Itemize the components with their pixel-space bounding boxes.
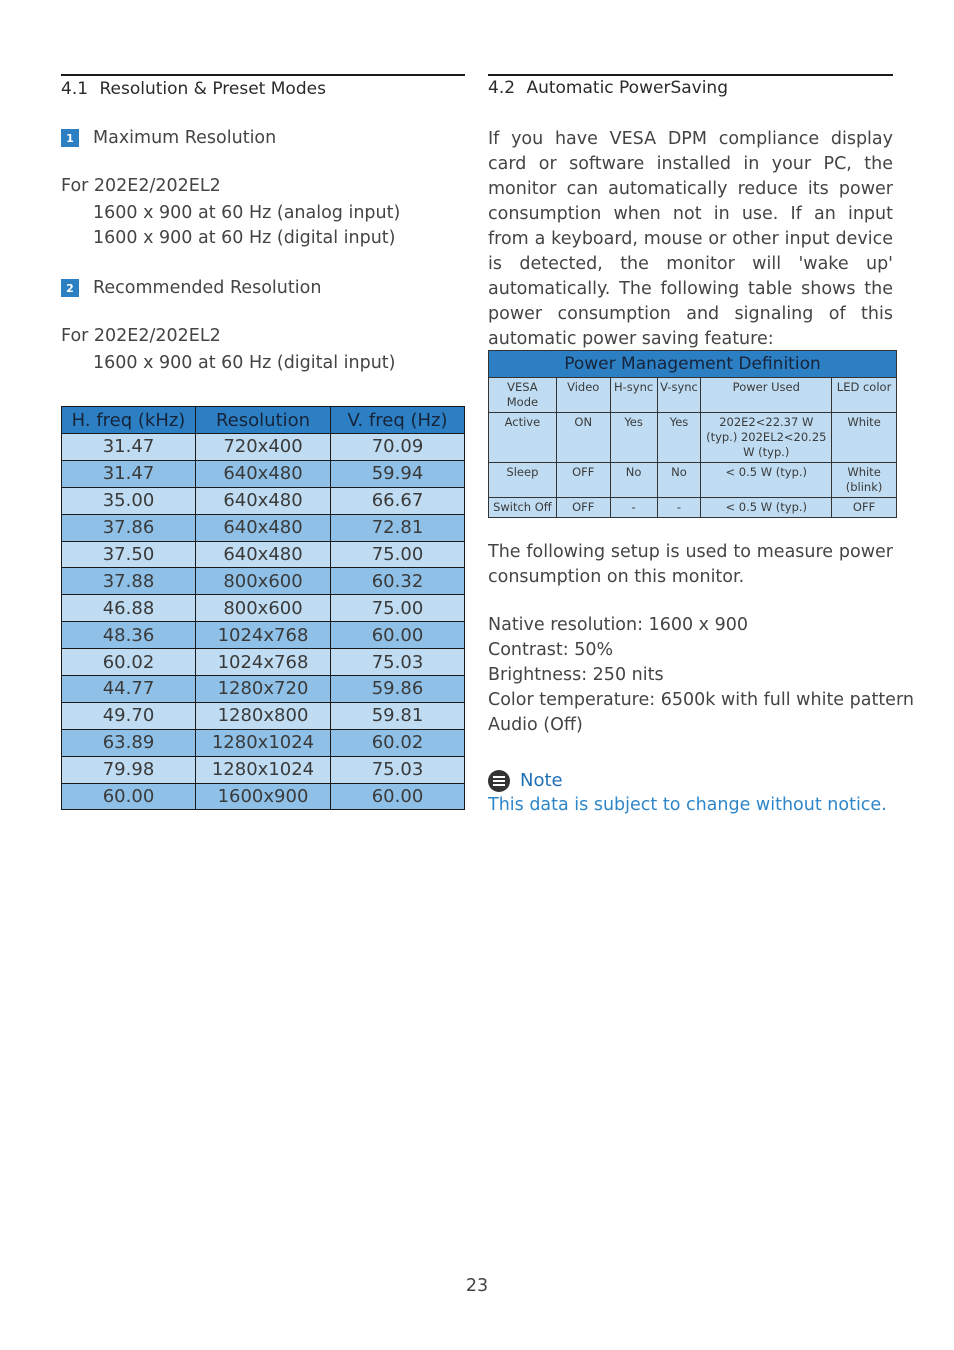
section-rule-right [488, 74, 893, 76]
table-cell: 800x600 [196, 568, 331, 595]
power-table-cell: Active [489, 413, 557, 463]
table-cell: 75.00 [331, 595, 465, 622]
page-number: 23 [465, 1276, 489, 1296]
power-management-table [488, 350, 897, 518]
table-cell: 1280x800 [196, 702, 331, 729]
power-table-row [489, 498, 897, 518]
power-table-title: Power Management Definition [489, 351, 897, 378]
table-cell: 1024x768 [196, 649, 331, 676]
power-table-cell: < 0.5 W (typ.) [701, 463, 832, 498]
table-cell: 72.81 [331, 514, 465, 541]
resolution-line: 1600 x 900 at 60 Hz (digital input) [93, 228, 396, 248]
power-table-cell: - [610, 498, 657, 518]
table-row [62, 756, 465, 783]
table-cell: 79.98 [62, 756, 196, 783]
power-column-header: H-sync [610, 378, 657, 413]
powersaving-paragraph: If you have VESA DPM compliance display card or software installed in your PC, the monitor can automatically reduce its power consumption when not in use. If an input from a keyboard, mouse or other input device is detected, the monitor will 'wake up' automatically. The following table shows the power consumption and signaling of this automatic power saving feature: [488, 129, 893, 349]
power-column-header: V-sync [657, 378, 701, 413]
power-table-cell: ON [556, 413, 610, 463]
power-table-row [489, 413, 897, 463]
table-row [62, 649, 465, 676]
table-cell: 640x480 [196, 460, 331, 487]
table-cell: 640x480 [196, 514, 331, 541]
step-badge: 2 [61, 279, 79, 297]
setup-paragraph: The following setup is used to measure power consumption on this monitor. [488, 542, 893, 587]
power-column-header: Power Used [701, 378, 832, 413]
table-cell: 640x480 [196, 487, 331, 514]
column-header: H. freq (kHz) [62, 407, 196, 434]
power-table-cell: White (blink) [832, 463, 897, 498]
section-title-powersaving: 4.2 Automatic PowerSaving [488, 78, 728, 98]
setup-line: Audio (Off) [488, 715, 583, 735]
power-table-cell: No [657, 463, 701, 498]
table-cell: 1280x720 [196, 676, 331, 703]
table-cell: 60.02 [331, 729, 465, 756]
table-cell: 60.00 [62, 783, 196, 810]
power-table-cell: < 0.5 W (typ.) [701, 498, 832, 518]
table-cell: 31.47 [62, 434, 196, 461]
table-row [62, 783, 465, 810]
table-row [62, 487, 465, 514]
table-cell: 1280x1024 [196, 729, 331, 756]
column-header: V. freq (Hz) [331, 407, 465, 434]
table-row [62, 676, 465, 703]
table-cell: 59.94 [331, 460, 465, 487]
table-row [62, 702, 465, 729]
power-table-cell: No [610, 463, 657, 498]
step-recommended-resolution [61, 278, 321, 298]
step-badge: 1 [61, 129, 79, 147]
table-cell: 59.86 [331, 676, 465, 703]
table-cell: 800x600 [196, 595, 331, 622]
table-cell: 1024x768 [196, 622, 331, 649]
table-cell: 60.32 [331, 568, 465, 595]
note-label: Note [520, 770, 563, 791]
power-table-cell: - [657, 498, 701, 518]
preset-modes-table [61, 406, 465, 810]
table-row [62, 434, 465, 461]
table-row [62, 622, 465, 649]
table-row [62, 514, 465, 541]
table-row [62, 595, 465, 622]
table-cell: 70.09 [331, 434, 465, 461]
power-table-header-row [489, 378, 897, 413]
power-table-cell: White [832, 413, 897, 463]
power-table-row [489, 463, 897, 498]
section-title-resolution: 4.1 Resolution & Preset Modes [61, 79, 326, 99]
table-cell: 37.86 [62, 514, 196, 541]
power-table-cell: Yes [657, 413, 701, 463]
setup-line: Native resolution: 1600 x 900 [488, 615, 748, 635]
setup-line: Brightness: 250 nits [488, 665, 664, 685]
table-header-row [62, 407, 465, 434]
table-cell: 720x400 [196, 434, 331, 461]
table-cell: 37.88 [62, 568, 196, 595]
table-cell: 75.03 [331, 649, 465, 676]
power-table-cell: OFF [556, 498, 610, 518]
resolution-line: 1600 x 900 at 60 Hz (digital input) [93, 353, 396, 373]
table-cell: 46.88 [62, 595, 196, 622]
table-cell: 60.02 [62, 649, 196, 676]
table-cell: 66.67 [331, 487, 465, 514]
power-table-cell: Yes [610, 413, 657, 463]
table-row [62, 568, 465, 595]
resolution-line: 1600 x 900 at 60 Hz (analog input) [93, 203, 401, 223]
step-label: Recommended Resolution [93, 278, 322, 298]
table-cell: 59.81 [331, 702, 465, 729]
table-cell: 49.70 [62, 702, 196, 729]
power-table-cell: Sleep [489, 463, 557, 498]
table-cell: 60.00 [331, 622, 465, 649]
model-label: For 202E2/202EL2 [61, 326, 221, 346]
power-column-header: LED color [832, 378, 897, 413]
step-max-resolution [61, 128, 276, 148]
table-row [62, 729, 465, 756]
table-cell: 60.00 [331, 783, 465, 810]
table-cell: 640x480 [196, 541, 331, 568]
power-column-header: Video [556, 378, 610, 413]
table-cell: 48.36 [62, 622, 196, 649]
power-table-cell: Switch Off [489, 498, 557, 518]
table-cell: 75.00 [331, 541, 465, 568]
power-table-cell: 202E2<22.37 W (typ.) 202EL2<20.25 W (typ.) [701, 413, 832, 463]
note-text: This data is subject to change without notice. [488, 795, 887, 815]
step-label: Maximum Resolution [93, 128, 277, 148]
table-cell: 75.03 [331, 756, 465, 783]
table-cell: 1280x1024 [196, 756, 331, 783]
setup-line: Contrast: 50% [488, 640, 614, 660]
table-row [62, 460, 465, 487]
note-icon [488, 770, 510, 792]
model-label: For 202E2/202EL2 [61, 176, 221, 196]
power-table-cell: OFF [832, 498, 897, 518]
table-cell: 44.77 [62, 676, 196, 703]
column-header: Resolution [196, 407, 331, 434]
section-rule-left [61, 74, 465, 76]
table-cell: 1600x900 [196, 783, 331, 810]
table-cell: 37.50 [62, 541, 196, 568]
power-column-header: VESA Mode [489, 378, 557, 413]
table-row [62, 541, 465, 568]
power-table-cell: OFF [556, 463, 610, 498]
table-cell: 35.00 [62, 487, 196, 514]
setup-line: Color temperature: 6500k with full white pattern [488, 690, 914, 710]
table-cell: 31.47 [62, 460, 196, 487]
table-cell: 63.89 [62, 729, 196, 756]
